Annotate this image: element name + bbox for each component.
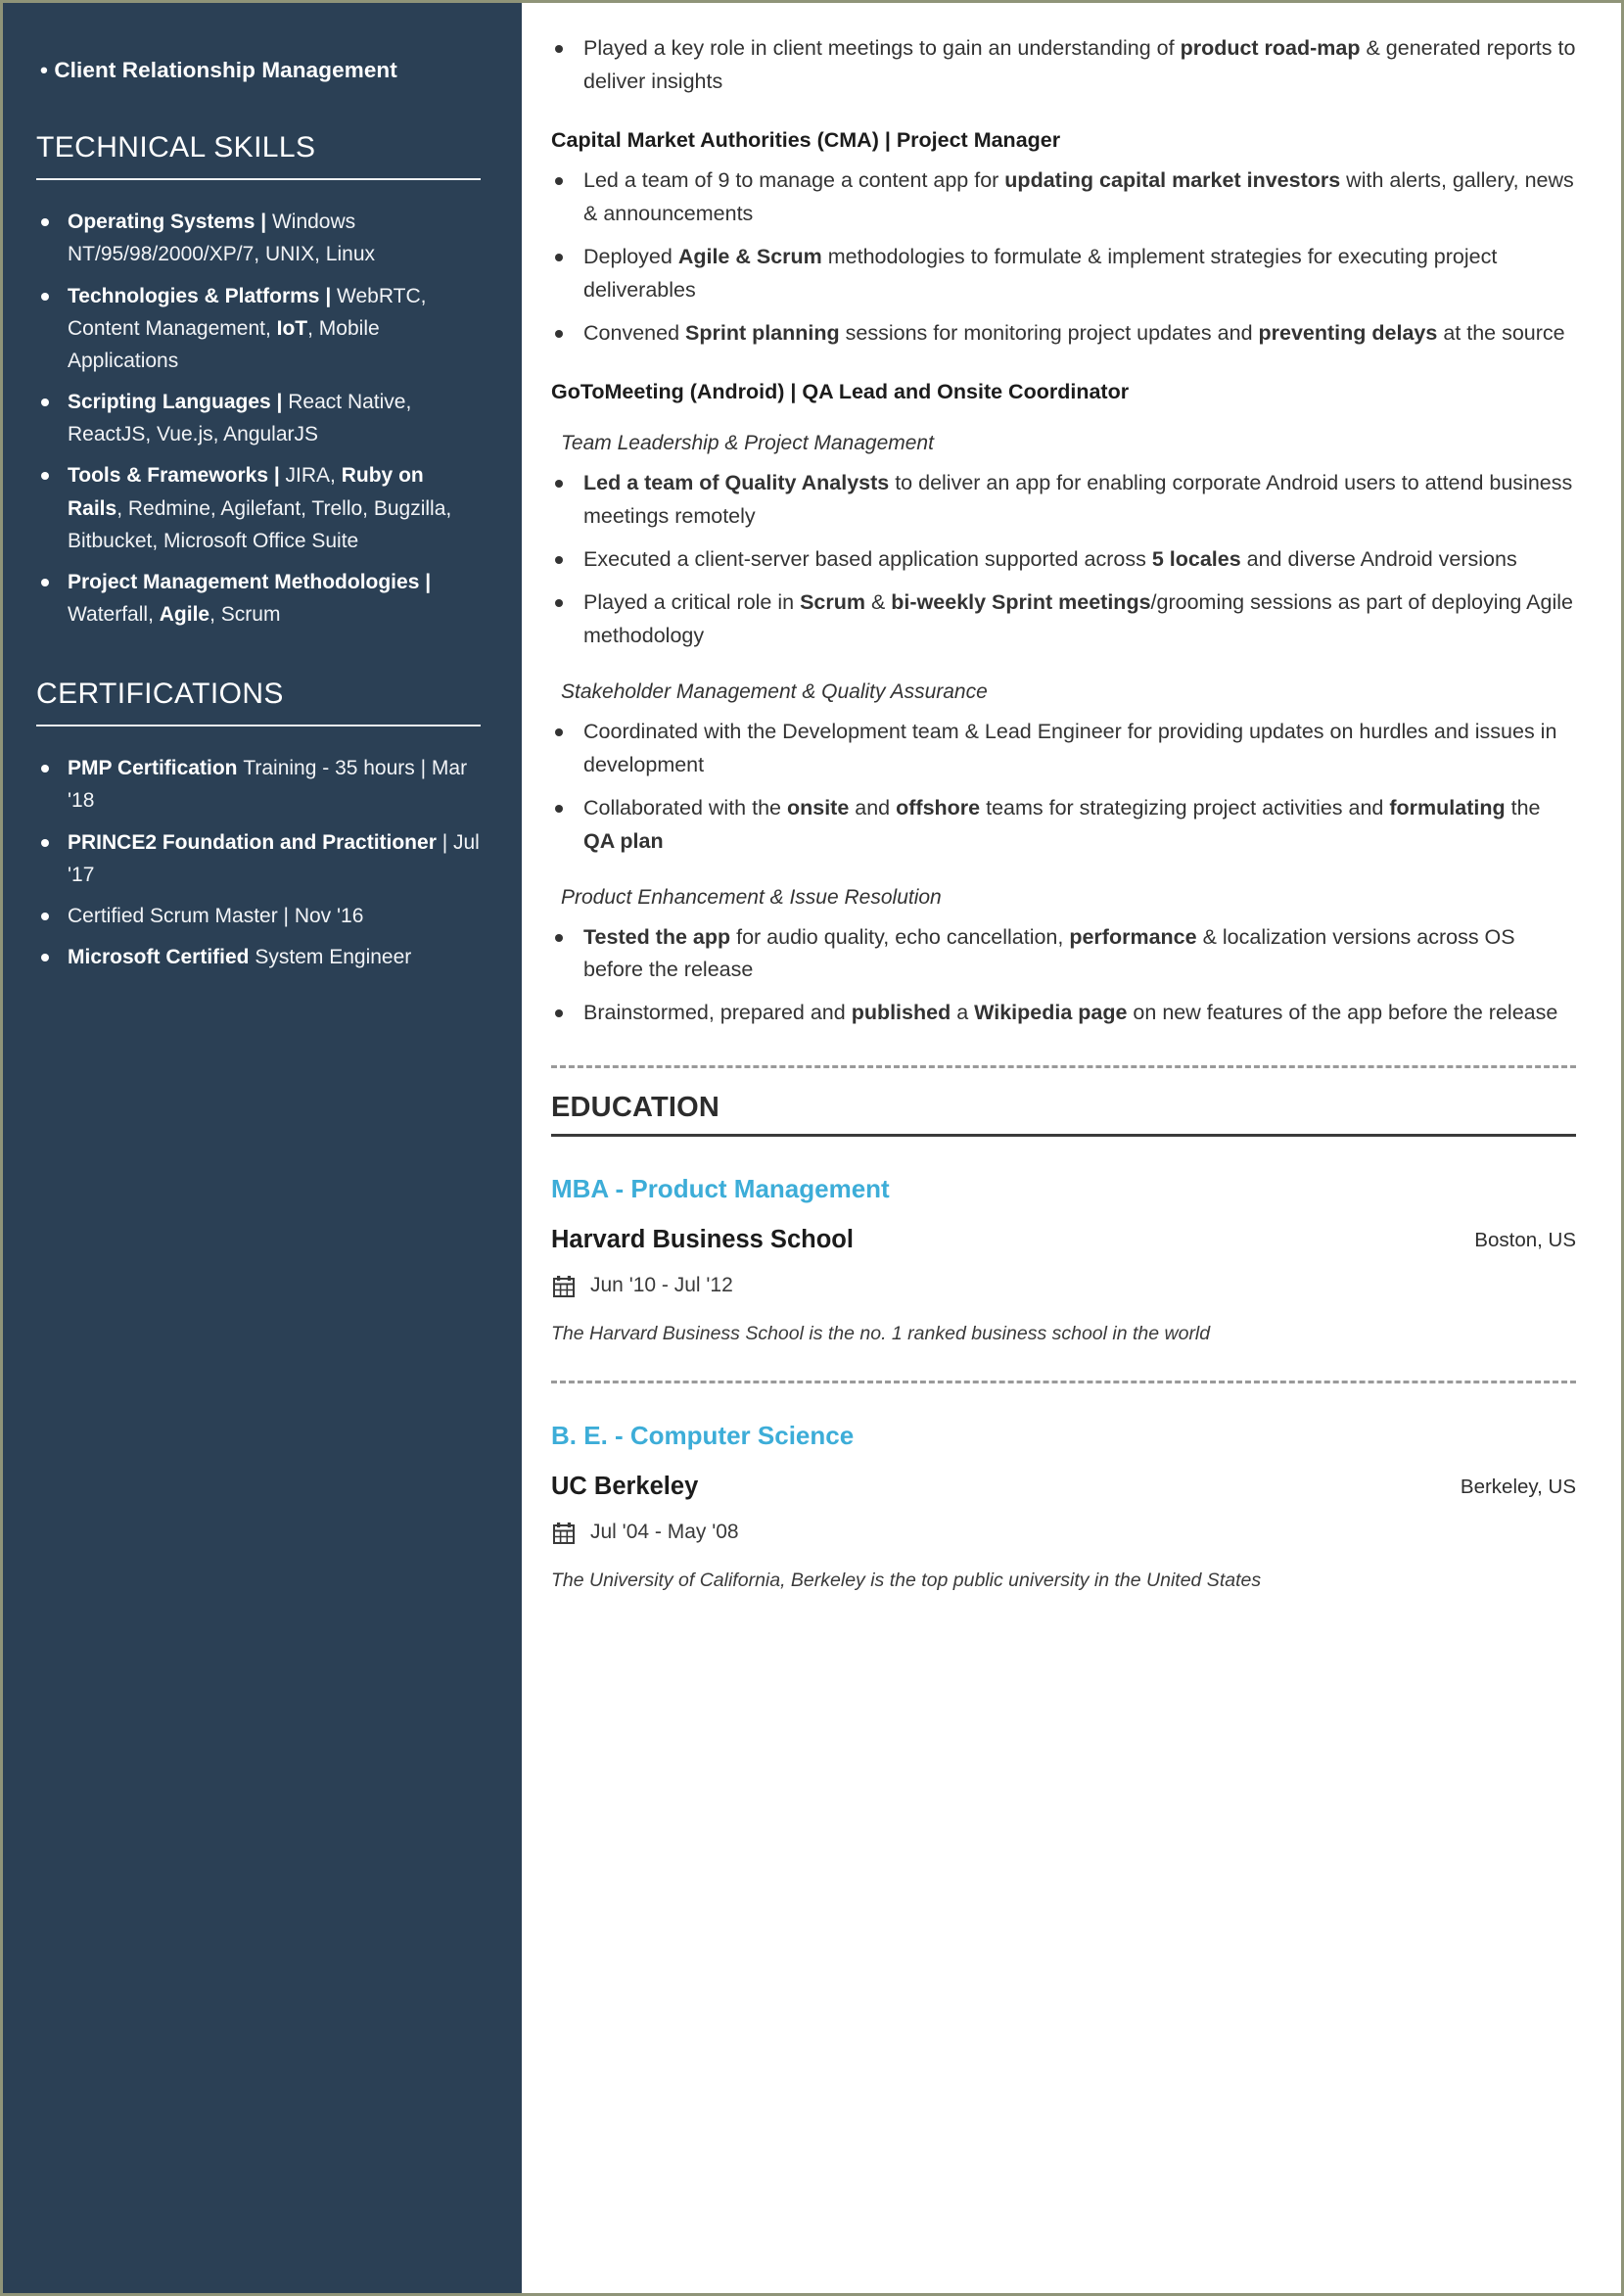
list-item: [36, 459, 481, 557]
skill-value: JIRA,: [285, 464, 342, 488]
intro-bullets: [549, 32, 1576, 99]
skill-value-bold: Ruby on Rails: [68, 464, 424, 520]
bullet-text-cont: a: [951, 1001, 975, 1025]
education-date-row: [553, 1521, 1576, 1544]
skill-value-bold: IoT: [276, 316, 308, 340]
certification-detail: Certified Scrum Master | Nov '16: [68, 905, 364, 927]
bullet-text: Deployed: [583, 244, 678, 268]
certification-detail: | Jul '17: [68, 830, 480, 886]
job-bullets-team-leadership: [549, 467, 1576, 653]
education-date: Jun '10 - Jul '12: [590, 1274, 733, 1297]
bullet-text: Led a team of 9 to manage a content app for: [583, 167, 1005, 192]
list-item: [549, 164, 1576, 231]
bullet-highlight-4: QA plan: [583, 828, 664, 853]
job-subheading-team-leadership: Team Leadership & Project Management: [561, 431, 934, 454]
skill-label: Tools & Frameworks |: [68, 464, 286, 488]
bullet-highlight-2: bi-weekly Sprint meetings: [891, 589, 1151, 614]
education-heading-rule: [551, 1134, 1576, 1137]
education-school: UC Berkeley: [551, 1473, 699, 1501]
skill-value: WebRTC, Content Management,: [68, 284, 427, 340]
skill-value-cont: , Mobile Applications: [68, 316, 380, 372]
bullet-highlight-3: formulating: [1389, 795, 1506, 820]
skill-label: Technologies & Platforms |: [68, 284, 338, 307]
education-note: The Harvard Business School is the no. 1 ranked business school in the world: [551, 1323, 1211, 1345]
skill-label: Scripting Languages |: [68, 391, 289, 414]
certification-name: PMP Certification: [68, 757, 244, 780]
section-divider: [551, 1065, 1576, 1068]
list-item: [36, 900, 481, 932]
bullet-text: for audio quality, echo cancellation,: [730, 924, 1070, 949]
bullet-text: Brainstormed, prepared and: [583, 1001, 852, 1025]
skill-value-cont: , Redmine, Agilefant, Trello, Bugzilla, Bitbucket, Microsoft Office Suite: [68, 496, 452, 552]
job-title-cma: Capital Market Authorities (CMA) | Project Manager: [551, 127, 1061, 152]
bullet-text-cont: and diverse Android versions: [1240, 546, 1517, 571]
skill-label: Operating Systems |: [68, 211, 272, 234]
list-item: [549, 921, 1576, 988]
education-degree: MBA - Product Management: [551, 1174, 890, 1204]
certification-name: PRINCE2 Foundation and Practitioner: [68, 830, 442, 854]
job-title-gotomeeting: GoToMeeting (Android) | QA Lead and Onsite Coordinator: [551, 379, 1130, 403]
page-title-education: EDUCATION: [551, 1092, 720, 1124]
list-item: [549, 997, 1576, 1030]
bullet-highlight-2: performance: [1069, 924, 1197, 949]
education-location: Boston, US: [1474, 1229, 1576, 1252]
bullet-text-cont-2: & localization versions across OS before the release: [583, 924, 1515, 982]
bullet-text-cont-2: teams for strategizing project activities and: [980, 795, 1390, 820]
list-item: [36, 566, 481, 631]
bullet-text: Collaborated with the: [583, 795, 787, 820]
certification-detail: Training - 35 hours | Mar '18: [68, 757, 468, 813]
job-subheading-stakeholder-management: Stakeholder Management & Quality Assurance: [561, 679, 988, 703]
job-bullets-product-enhancement: [549, 921, 1576, 1031]
bullet-text: Coordinated with the Development team & Lead Engineer for providing updates on hurdles and issues in development: [583, 719, 1557, 776]
skill-value: React Native, ReactJS, Vue.js, AngularJS: [68, 391, 412, 446]
education-entry-divider: [551, 1381, 1576, 1383]
bullet-text-cont: sessions for monitoring project updates and: [839, 320, 1259, 345]
list-item: [36, 206, 481, 270]
bullet-text-cont: & generated reports to deliver insights: [583, 36, 1576, 93]
list-item: [549, 716, 1576, 782]
skill-value: Waterfall,: [68, 603, 160, 627]
bullet-highlight: Scrum: [800, 589, 865, 614]
sidebar-top-item: • Client Relationship Management: [40, 58, 397, 82]
bullet-highlight: product road-map: [1180, 36, 1361, 60]
education-location: Berkeley, US: [1460, 1476, 1576, 1499]
bullet-text-cont: methodologies to formulate & implement strategies for executing project deliverables: [583, 244, 1498, 302]
sidebar-heading-rule: [36, 178, 481, 180]
sidebar-section-heading-certifications: CERTIFICATIONS: [36, 678, 284, 711]
list-item: [36, 826, 481, 891]
bullet-text: Executed a client-server based application supported across: [583, 546, 1152, 571]
bullet-highlight-2: offshore: [896, 795, 981, 820]
list-item: [36, 280, 481, 378]
job-bullets-cma: [549, 164, 1576, 351]
bullet-highlight: updating capital market investors: [1004, 167, 1341, 192]
certifications-list: [36, 752, 481, 973]
list-item: [36, 752, 481, 817]
certification-detail: System Engineer: [255, 946, 412, 969]
education-degree: B. E. - Computer Science: [551, 1421, 855, 1451]
bullet-text-cont-3: the: [1505, 795, 1541, 820]
education-date: Jul '04 - May '08: [590, 1521, 739, 1544]
list-item: [549, 792, 1576, 859]
list-item: [36, 386, 481, 450]
bullet-highlight: Led a team of Quality Analysts: [583, 470, 890, 494]
bullet-text: Convened: [583, 320, 685, 345]
bullet-text: Played a key role in client meetings to gain an understanding of: [583, 36, 1181, 60]
calendar-icon: [553, 1275, 575, 1297]
job-subheading-product-enhancement: Product Enhancement & Issue Resolution: [561, 885, 942, 909]
calendar-icon: [553, 1522, 575, 1544]
bullet-highlight: Agile & Scrum: [677, 244, 822, 268]
bullet-text-cont: with alerts, gallery, news & announcements: [583, 167, 1574, 225]
job-bullets-stakeholder-management: [549, 716, 1576, 859]
bullet-text: Played a critical role in: [583, 589, 801, 614]
list-item: [549, 467, 1576, 534]
technical-skills-list: [36, 206, 481, 631]
education-school: Harvard Business School: [551, 1226, 854, 1254]
bullet-highlight-2: preventing delays: [1258, 320, 1438, 345]
certification-name: Microsoft Certified: [68, 946, 255, 969]
bullet-text-cont: &: [865, 589, 892, 614]
bullet-highlight: Sprint planning: [685, 320, 840, 345]
sidebar: [3, 3, 522, 2293]
bullet-text-cont-2: /grooming sessions as part of deploying Agile methodology: [583, 589, 1573, 647]
bullet-highlight: Tested the app: [583, 924, 731, 949]
skill-value-cont: , Scrum: [209, 603, 281, 627]
education-school-row: [551, 1226, 1576, 1254]
skill-label: Project Management Methodologies |: [68, 570, 432, 593]
main-content: [522, 3, 1621, 2293]
bullet-highlight-2: Wikipedia page: [974, 1001, 1128, 1025]
bullet-highlight: 5 locales: [1151, 546, 1241, 571]
list-item: [36, 941, 481, 973]
skill-value-bold: Agile: [159, 603, 210, 627]
bullet-text-cont: and: [849, 795, 897, 820]
skill-value: Windows NT/95/98/2000/XP/7, UNIX, Linux: [68, 211, 376, 266]
education-date-row: [553, 1274, 1576, 1297]
list-item: [549, 586, 1576, 653]
sidebar-heading-rule: [36, 725, 481, 726]
education-note: The University of California, Berkeley is the top public university in the United States: [551, 1570, 1262, 1592]
bullet-text-cont-2: at the source: [1437, 320, 1565, 345]
list-item: [549, 32, 1576, 99]
education-school-row: [551, 1473, 1576, 1501]
bullet-text-cont-2: on new features of the app before the release: [1127, 1001, 1558, 1025]
bullet-highlight: published: [851, 1001, 951, 1025]
bullet-highlight: onsite: [786, 795, 850, 820]
list-item: [549, 241, 1576, 307]
bullet-text: to deliver an app for enabling corporate Android users to attend business meetings remotely: [583, 470, 1573, 528]
list-item: [549, 543, 1576, 577]
list-item: [549, 317, 1576, 351]
sidebar-section-heading-technical-skills: TECHNICAL SKILLS: [36, 131, 316, 164]
